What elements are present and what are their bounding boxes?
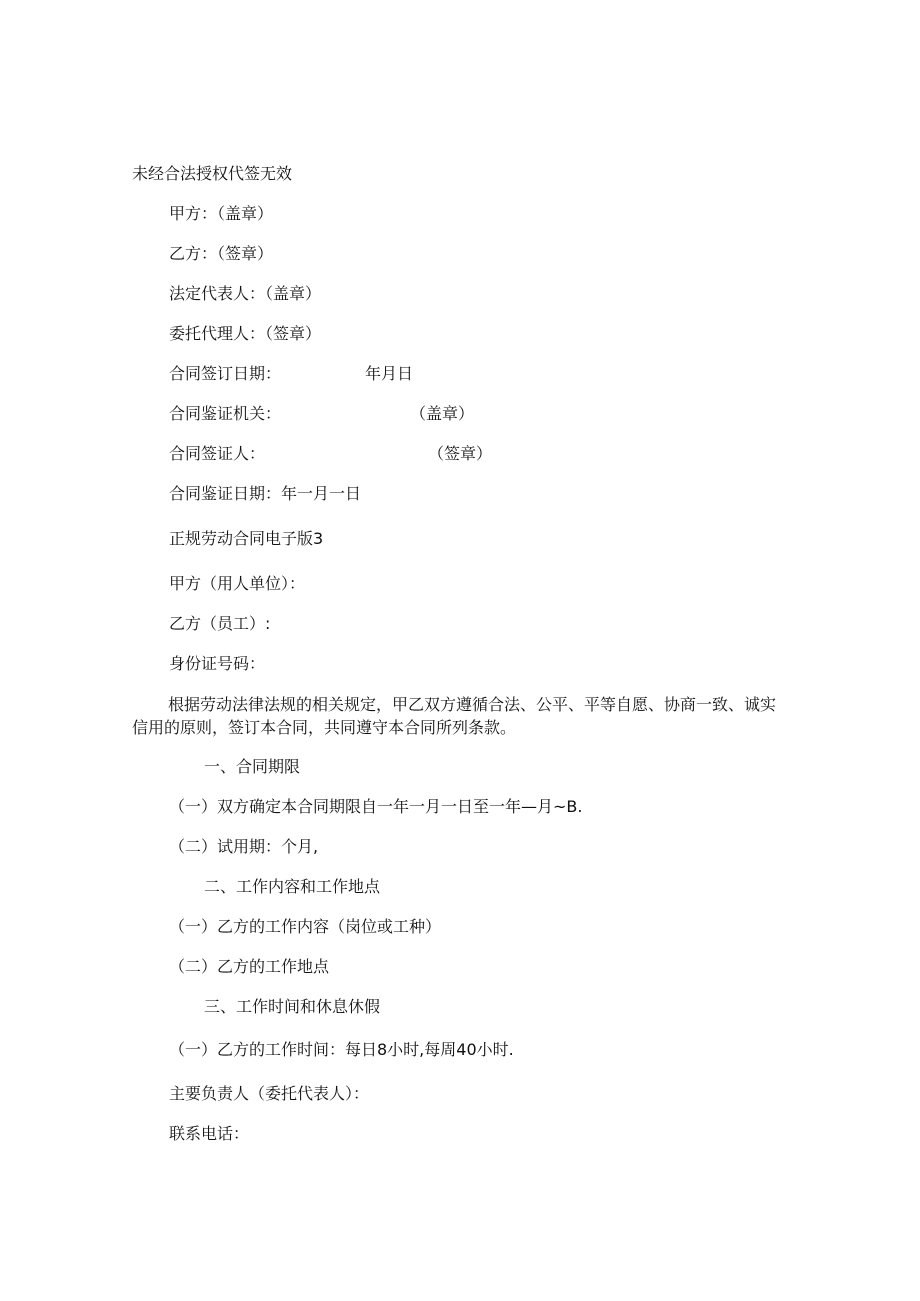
work-location-clause: （二）乙方的工作地点 — [169, 957, 330, 976]
authentication-date-line: 合同鉴证日期：年一月一日 — [169, 484, 362, 503]
party-a-seal-line: 甲方：（盖章） — [169, 204, 274, 223]
principal-representative-line: 主要负责人（委托代表人）： — [169, 1084, 370, 1103]
section-working-hours-heading: 三、工作时间和休息休假 — [204, 997, 381, 1016]
section-work-content-heading: 二、工作内容和工作地点 — [204, 877, 381, 896]
probation-clause: （二）试用期：个月, — [169, 837, 319, 856]
employer-line: 甲方（用人单位）： — [169, 574, 306, 593]
legal-representative-line: 法定代表人：（盖章） — [169, 284, 322, 303]
authorized-agent-line: 委托代理人：（签章） — [169, 324, 322, 343]
section-contract-term-heading: 一、合同期限 — [204, 757, 301, 776]
contact-phone-line: 联系电话： — [169, 1124, 250, 1143]
legal-basis-paragraph: 根据劳动法律法规的相关规定，甲乙双方遵循合法、公平、平等自愿、协商一致、诚实信用的原则，签订本合同，共同遵守本合同所列条款。 — [132, 695, 777, 737]
employee-line: 乙方（员工）: — [169, 614, 271, 633]
contract-certifier-label: 合同签证人： — [169, 444, 266, 463]
contract-certifier-signature: （签章） — [428, 444, 493, 463]
authentication-agency-label: 合同鉴证机关： — [169, 404, 282, 423]
invalid-without-authorization-note: 未经合法授权代签无效 — [132, 164, 293, 183]
id-number-line: 身份证号码： — [169, 654, 266, 673]
contract-term-clause: （一）双方确定本合同期限自一年一月一日至一年—月~B. — [169, 797, 583, 816]
signing-date-label: 合同签订日期： — [169, 364, 282, 383]
party-b-signature-line: 乙方：（签章） — [169, 244, 274, 263]
work-content-clause: （一）乙方的工作内容（岗位或工种） — [169, 917, 442, 936]
working-hours-clause: （一）乙方的工作时间：每日8小时,每周40小时. — [169, 1040, 514, 1059]
signing-date-value: 年月日 — [365, 364, 414, 383]
authentication-agency-seal: （盖章） — [410, 404, 475, 423]
contract-version-title: 正规劳动合同电子版3 — [169, 529, 324, 548]
